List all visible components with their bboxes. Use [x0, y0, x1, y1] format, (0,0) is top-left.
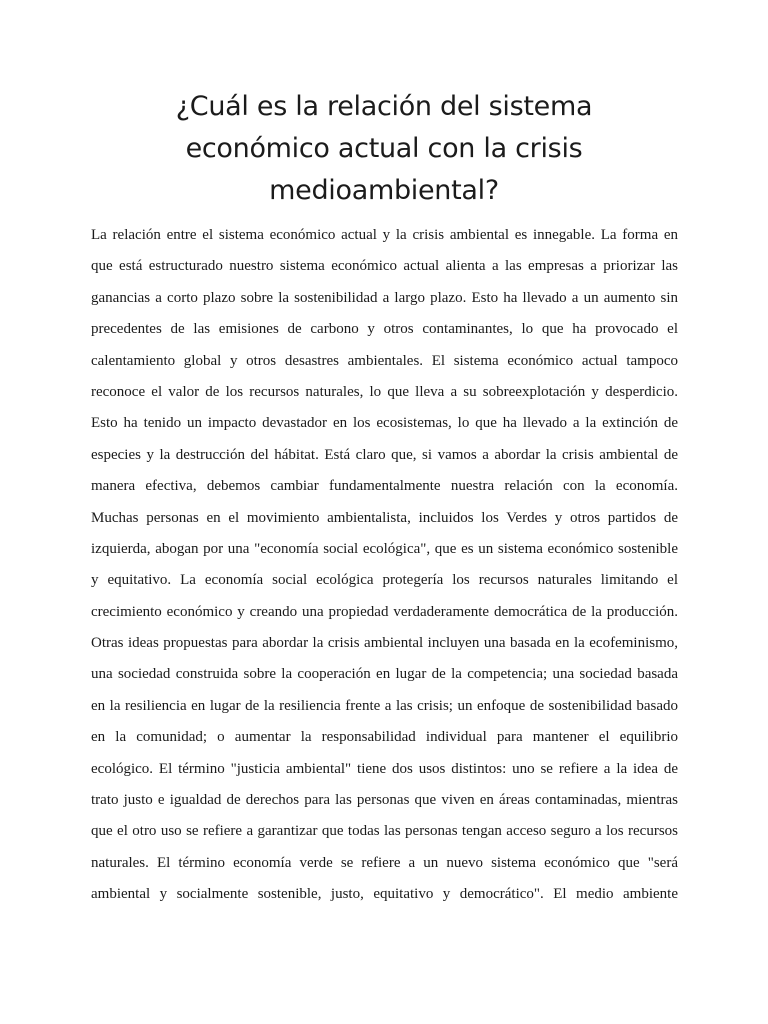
body-line: trato justo e igualdad de derechos para las personas que viven en áreas contaminadas, mientras	[91, 792, 678, 809]
body-line: izquierda, abogan por una "economía social ecológica", que es un sistema económico sostenible	[91, 540, 678, 557]
body-line: ambiental y socialmente sostenible, justo, equitativo y democrático". El medio ambiente	[91, 886, 678, 903]
body-line: manera efectiva, debemos cambiar fundamentalmente nuestra relación con la economía.	[91, 478, 678, 495]
body-line: ganancias a corto plazo sobre la sostenibilidad a largo plazo. Esto ha llevado a un aumento sin	[91, 289, 678, 306]
body-line: especies y la destrucción del hábitat. Está claro que, si vamos a abordar la crisis ambiental de	[91, 446, 678, 463]
body-line: reconoce el valor de los recursos naturales, lo que lleva a su sobreexplotación y desperdicio.	[91, 383, 678, 400]
body-line: una sociedad construida sobre la cooperación en lugar de la competencia; una sociedad basada	[91, 666, 678, 683]
body-line: La relación entre el sistema económico actual y la crisis ambiental es innegable. La forma en	[91, 227, 678, 243]
body-line: en la resiliencia en lugar de la resiliencia frente a las crisis; un enfoque de sostenibilidad basado	[91, 697, 678, 714]
body-line: precedentes de las emisiones de carbono y otros contaminantes, lo que ha provocado el	[91, 321, 678, 338]
body-line: ecológico. El término "justicia ambiental" tiene dos usos distintos: uno se refiere a la idea de	[91, 760, 678, 777]
body-line: naturales. El término economía verde se refiere a un nuevo sistema económico que "será	[91, 854, 678, 871]
document-body	[91, 224, 678, 915]
title-line: medioambiental?	[269, 175, 499, 206]
body-line: en la comunidad; o aumentar la responsabilidad individual para mantener el equilibrio	[91, 729, 678, 746]
title-line: ¿Cuál es la relación del sistema	[175, 91, 593, 122]
body-line: calentamiento global y otros desastres ambientales. El sistema económico actual tampoco	[91, 352, 678, 369]
body-line: Muchas personas en el movimiento ambientalista, incluidos los Verdes y otros partidos de	[91, 509, 678, 526]
document-title	[90, 86, 678, 212]
body-line: Otras ideas propuestas para abordar la crisis ambiental incluyen una basada en la ecofeminismo,	[91, 635, 678, 652]
title-line: económico actual con la crisis	[185, 133, 583, 164]
body-line: Esto ha tenido un impacto devastador en los ecosistemas, lo que ha llevado a la extinción de	[91, 415, 678, 432]
body-line: que está estructurado nuestro sistema económico actual alienta a las empresas a priorizar las	[91, 258, 678, 275]
body-line: que el otro uso se refiere a garantizar que todas las personas tengan acceso seguro a los recursos	[91, 823, 678, 840]
body-line: y equitativo. La economía social ecológica protegería los recursos naturales limitando el	[91, 572, 678, 589]
body-line: crecimiento económico y creando una propiedad verdaderamente democrática de la producción.	[91, 603, 678, 620]
